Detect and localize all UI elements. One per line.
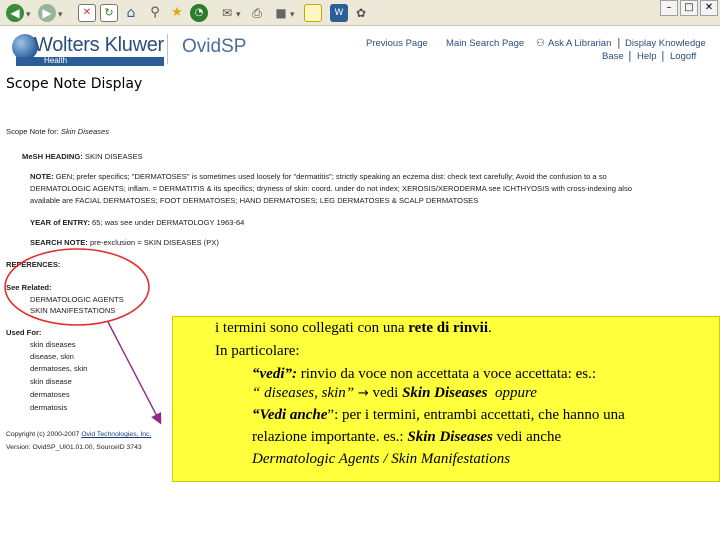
used-for-item: skin diseases — [30, 340, 76, 349]
messenger-icon[interactable]: W — [330, 4, 348, 22]
nav-separator: | — [628, 49, 632, 62]
nav-previous-page[interactable]: Previous Page — [366, 38, 428, 49]
brand-sub-label: Health — [44, 56, 68, 65]
product-name: OvidSP — [182, 36, 247, 57]
note-line-1: NOTE: GEN; prefer specifics; "DERMATOSES" is sometimes used loosely for "dermatitis"; strictly speaking an eczema dist: check text carefully; Avoid the confusion to a so — [30, 172, 607, 181]
page-title: Scope Note Display — [6, 76, 143, 92]
annotation-line-4: “ diseases, skin” → vedi Skin Diseases oppure — [252, 385, 537, 401]
home-icon[interactable]: ⌂ — [126, 5, 136, 21]
nav-display-knowledge[interactable]: Display Knowledge — [625, 38, 706, 49]
nav-separator: | — [661, 49, 665, 62]
forward-icon[interactable]: ▶ — [38, 4, 56, 22]
nav-separator: | — [617, 36, 621, 49]
browser-toolbar — [0, 0, 720, 26]
annotation-line-7: Dermatologic Agents / Skin Manifestations — [252, 451, 511, 467]
right-arrow-icon: → — [357, 386, 369, 401]
ask-librarian-icon: ⚇ — [536, 38, 545, 49]
favorites-icon[interactable]: ★ — [171, 5, 183, 20]
stop-icon[interactable]: ✕ — [78, 4, 96, 22]
copyright-link[interactable]: Ovid Technologies, Inc. — [81, 431, 152, 438]
history-icon[interactable]: ◔ — [190, 4, 208, 22]
annotation-line-6: relazione importante. es.: Skin Diseases vedi anche — [252, 429, 562, 445]
used-for-item: dermatosis — [30, 403, 68, 412]
search-icon[interactable]: ⚲ — [150, 5, 160, 20]
annotation-line-1: i termini sono collegati con una rete di rinvii. — [215, 320, 492, 336]
used-for-item: skin disease — [30, 377, 72, 386]
nav-base[interactable]: Base — [602, 51, 624, 62]
annotation-ellipse — [2, 246, 152, 328]
version-info: Version: OvidSP_UI01.01.00, SourceID 3743 — [6, 444, 142, 451]
used-for-heading: Used For: — [6, 328, 42, 337]
annotation-line-3: “vedi”: rinvio da voce non accettata a voce accettata: es.: — [252, 366, 596, 382]
note-line-3: available are FACIAL DERMATOSES; FOOT DERMATOSES; HAND DERMATOSES; LEG DERMATOSES & SCALP DERMATOSES — [30, 196, 479, 205]
header-divider — [167, 34, 168, 64]
see-related-item[interactable]: SKIN MANIFESTATIONS — [30, 306, 116, 315]
annotation-line-2: In particolare: — [215, 343, 300, 359]
print-icon[interactable]: ⎙ — [252, 6, 262, 20]
copyright: Copyright (c) 2000-2007 Ovid Technologies, Inc. — [6, 431, 152, 438]
dropdown-icon[interactable]: ▾ — [236, 10, 241, 20]
dropdown-icon[interactable]: ▾ — [58, 10, 63, 20]
nav-ask-a-librarian[interactable]: Ask A Librarian — [548, 38, 612, 49]
see-related-item[interactable]: DERMATOLOGIC AGENTS — [30, 295, 124, 304]
search-note: SEARCH NOTE: pre-exclusion = SKIN DISEASES (PX) — [30, 238, 219, 247]
brand-name: Wolters Kluwer — [34, 34, 164, 56]
dropdown-icon[interactable]: ▾ — [26, 10, 31, 20]
nav-logoff[interactable]: Logoff — [670, 51, 697, 62]
used-for-item: disease, skin — [30, 352, 74, 361]
scope-note-for: Scope Note for: Skin Diseases — [6, 127, 110, 136]
mail-icon[interactable]: ✉ — [221, 6, 233, 20]
note-line-2: DERMATOLOGIC AGENTS; inflam. = DERMATITIS & its specifics; dryness of skin: coord. under do not index; XEROSIS/XERODERMA see ICHTHYOSIS with cross-indexing also — [30, 184, 632, 193]
folder-icon[interactable] — [304, 4, 322, 22]
year-of-entry: YEAR of ENTRY: 65; was see under DERMATOLOGY 1963-64 — [30, 218, 245, 227]
annotation-line-5: “Vedi anche”: per i termini, entrambi accettati, che hanno una — [252, 407, 625, 423]
minimize-button[interactable]: – — [660, 0, 678, 16]
annotation-arrow-icon — [100, 318, 172, 430]
see-related-heading: See Related: — [6, 283, 52, 292]
references-heading: REFERENCES: — [6, 260, 61, 269]
back-icon[interactable]: ◀ — [6, 4, 24, 22]
nav-help[interactable]: Help — [637, 51, 657, 62]
maximize-button[interactable]: □ — [680, 0, 698, 16]
edit-icon[interactable]: ■ — [275, 6, 287, 20]
nav-main-search-page[interactable]: Main Search Page — [446, 38, 525, 49]
brand-sub-bar — [16, 57, 164, 66]
mesh-heading: MeSH HEADING: SKIN DISEASES — [22, 152, 143, 161]
close-button[interactable]: ✕ — [700, 0, 718, 16]
used-for-item: dermatoses — [30, 390, 70, 399]
used-for-item: dermatoses, skin — [30, 364, 88, 373]
dropdown-icon[interactable]: ▾ — [290, 10, 295, 20]
refresh-icon[interactable]: ↻ — [100, 4, 118, 22]
tools-icon[interactable]: ✿ — [355, 6, 367, 20]
scope-note-term: Skin Diseases — [60, 127, 110, 136]
